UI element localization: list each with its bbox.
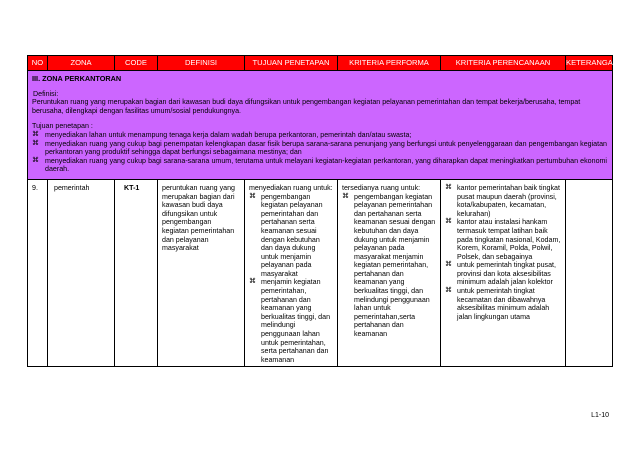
bullet-icon: ⌘ [445,218,452,226]
zone-definition [32,90,607,116]
list-item: ⌘ menyediakan lahan untuk menampung tenaga kerja dalam wadah berupa perkantoran, pemerintah dan/atau swasta; [32,130,412,139]
col-header-zona: ZONA [48,56,115,70]
list-item: ⌘ untuk pemerintah tingkat pusat, provinsi dan kota aksesibilitas minimum adalah jalan kolektor [445,261,556,287]
list-item: ⌘ kantor pemerintahan baik tingkat pusat maupun daerah (provinsi, kota/kabupaten, kecamatan, kelurahan) [445,183,560,218]
definisi-text: Peruntukan ruang yang merupakan bagian dari kawasan budi daya difungsikan untuk pengembangan kegiatan pelayanan pemerintahan dan tempat bekerja/berusaha, tempat berusaha, dilengkapi dengan fasilitas umum/sosial pendukungnya. [32,98,581,115]
list-item: ⌘ menyediakan ruang yang cukup bagi penempatan kelengkapan dasar fisik berupa sarana-sarana penunjang yang berfungsi untuk penyelenggaraan dan pengembangan kegiatan perkantoran yang produktif sehingga dapat berfungsi sebagaimana mestinya; dan [32,139,607,157]
zone-section [28,71,612,180]
list-item: ⌘ kantor atau instalasi hankam termasuk tempat latihan baik pada tingkatan nasional, Kodam, Korem, Koramil, Polda, Polwil, Polsek, dan sebagainya [445,218,561,261]
cell-keterangan [566,180,612,366]
tujuan-row-list [249,193,333,365]
page-number: L1-10 [591,412,609,419]
list-item: ⌘ menjamin kegiatan pemerintahan, pertahanan dan keamanan yang berkualitas tinggi, dan melindungi penggunaan lahan untuk pemerintahan, serta pertahanan dan keamanan [249,278,331,364]
zone-title: III. ZONA PERKANTORAN [32,74,122,83]
list-item: ⌘ untuk pemerintah tingkat kecamatan dan dibawahnya aksesibilitas minimum adalah jalan lingkungan utama [445,287,550,321]
zoning-table [27,55,619,367]
list-item: ⌘ pengembangan kegiatan pelayanan pemerintahan dan pertahanan serta keamanan sesuai dengan kebutuhan dan daya dukung untuk menjamin pelayanan pada masyarakat [249,192,323,278]
tujuan-intro: menyediakan ruang untuk: [249,183,333,192]
table-header [28,56,619,71]
performa-intro: tersedianya ruang untuk: [342,183,421,192]
col-header-no: NO [28,56,48,70]
col-header-tujuan: TUJUAN PENETAPAN [245,56,338,70]
tujuan-list [32,131,607,174]
performa-list [342,193,436,339]
list-item: ⌘ pengembangan kegiatan pelayanan pemerintahan dan pertahanan serta keamanan sesuai dengan kebutuhan dan daya dukung untuk menjamin pelayanan pada masyarakat menjamin kegiatan pemerintahan, pertahanan dan keamanan yang berkualitas tinggi, dan melindungi penggunaan lahan untuk pemerintahan,serta pertahanan dan keamanan [342,192,436,339]
cell-tujuan [245,180,338,366]
cell-no: 9. [28,180,48,366]
bullet-icon: ⌘ [32,130,39,138]
bullet-icon: ⌘ [249,278,256,286]
table-row [28,180,612,366]
bullet-icon: ⌘ [32,156,39,164]
list-item: ⌘ menyediakan ruang yang cukup bagi sarana-sarana umum, terutama untuk melayani kegiatan-kegiatan perkantoran, yang diharapkan dapat meningkatkan pertumbuhan ekonomi daerah. [32,156,607,174]
col-header-perencanaan: KRITERIA PERENCANAAN [441,56,566,70]
col-header-definisi: DEFINISI [158,56,245,70]
bullet-icon: ⌘ [32,139,39,147]
definisi-label: Definisi: [33,89,59,98]
bullet-icon: ⌘ [445,183,452,191]
cell-code: KT-1 [115,180,158,366]
bullet-icon: ⌘ [249,192,256,200]
cell-zona: pemerintah [48,180,115,366]
cell-perencanaan [441,180,566,366]
cell-definisi: peruntukan ruang yang merupakan bagian dari kawasan budi daya difungsikan untuk pengembangan kegiatan pemerintahan dan pelayanan masyarakat [158,180,245,366]
cell-performa [338,180,441,366]
col-header-performa: KRITERIA PERFORMA [338,56,441,70]
bullet-icon: ⌘ [445,287,452,295]
perencanaan-list [445,184,561,322]
tujuan-label: Tujuan penetapan : [32,122,93,131]
zone-tujuan [32,122,607,174]
col-header-code: CODE [115,56,158,70]
bullet-icon: ⌘ [342,192,349,200]
bullet-icon: ⌘ [445,261,452,269]
col-header-keterangan: KETERANGAN [566,58,619,67]
